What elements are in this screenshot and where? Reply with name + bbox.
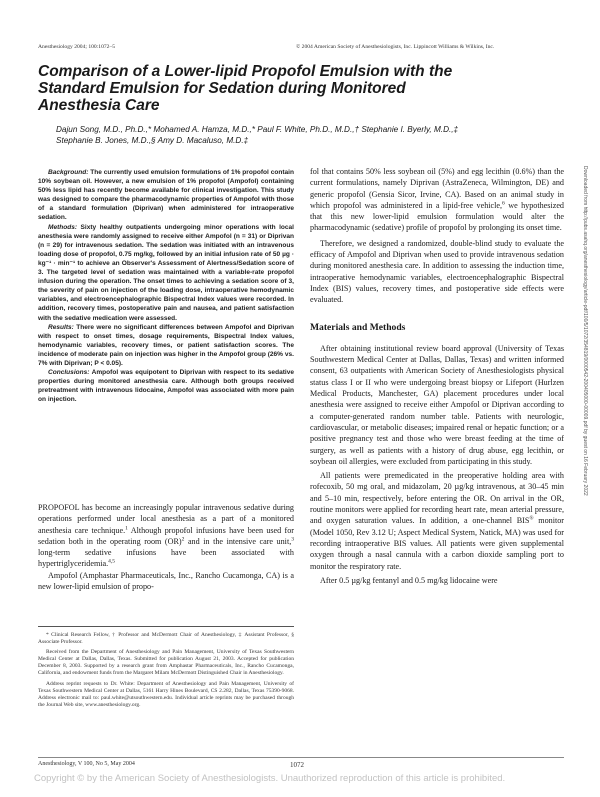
abstract-text: Sixty healthy outpatients undergoing minor operations with local anesthesia were randomly assigned to receive either Ampofol (n = 31) or Diprivan (n = 29) for intravenous sedation. The sedation was initiated with an intravenous loading dose of propofol, 0.75 mg/kg, followed by an initial infusion rate of 50 µg · kg⁻¹ · min⁻¹ to achieve an Observer's Assessment of Alertness/Sedation score of 3. The targeted level of sedation was maintained with a variable-rate propofol infusion during the operation. The onset times to achieving a sedation score of 3, the severity of pain on injection of the loading dose, intraoperative hemodynamic variables, and electroencephalographic Bispectral Index values were recorded. In addition, recovery times, postoperative pain and nausea, and patient satisfaction with the sedative medication were assessed. bbox=[38, 223, 294, 322]
body-paragraph: All patients were premedicated in the preoperative holding area with rofecoxib, 50 mg oral, and midazolam, 20 µg/kg intravenous, at 30–45 min and 5–10 min, respectively, before entering the OR. On arrival in the OR, routine monitors were applied for recording heart rate, mean arterial pressure, and oxygen saturation values. In addition, a one-channel BIS® monitor (Model 1050, Rev 3.12 U; Aspect Medical System, Natick, MA) was used for recording intraoperative BIS values. All patients were given supplemental oxygen through a nasal cannula with a carbon dioxide sampling port to monitor the respiratory rate. bbox=[310, 471, 564, 571]
footnote-address: Address reprint requests to Dr. White: Department of Anesthesiology and Pain Management, University of Texas Southwestern Medical Center at Dallas, 5161 Harry Hines Boulevard, CS 2.282, Dallas, Texas 75390-9068. Address electronic mail to: paul.white@utsouthwestern.edu. Individual article reprints may be purchased through the Journal Web site, www.anesthesiology.org. bbox=[38, 680, 294, 708]
footer-divider bbox=[38, 757, 564, 758]
intro-left-column bbox=[38, 502, 294, 592]
body-paragraph: After 0.5 µg/kg fentanyl and 0.5 mg/kg lidocaine were bbox=[320, 575, 498, 585]
author-line: Dajun Song, M.D., Ph.D.,* Mohamed A. Hamza, M.D.,* Paul F. White, Ph.D., M.D.,† Stephanie I. Byerly, M.D.,‡ bbox=[56, 125, 459, 134]
title-line: Standard Emulsion for Sedation during Monitored bbox=[38, 80, 406, 97]
abstract-background bbox=[38, 168, 294, 223]
abstract-text: There were no significant differences between Ampofol and Diprivan with respect to onset times, dosage requirements, Bispectral Index values, hemodynamic variables, recovery times, or patient satisfaction scores. The incidence of moderate pain on injection was higher in the Ampofol group (26% vs. 7% with Diprivan; P < 0.05). bbox=[38, 323, 294, 367]
footnote-affiliations: * Clinical Research Fellow, † Professor and McDermott Chair of Anesthesiology, ‡ Assistant Professor, § Associate Professor. bbox=[38, 632, 294, 646]
download-note: Downloaded from http://pubs.asahq.org/anesthesiology/article-pdf/100/5/1072/354819/0000542-200405000-00009.pdf by guest on 16 February 2022 bbox=[582, 166, 588, 496]
title-line: Anesthesia Care bbox=[38, 97, 160, 114]
abstract-conclusions bbox=[38, 368, 294, 404]
copyright-notice: © 2004 American Society of Anesthesiologists, Inc. Lippincott Williams & Wilkins, Inc. bbox=[296, 44, 495, 50]
abstract-results bbox=[38, 323, 294, 368]
body-paragraph: Therefore, we designed a randomized, double-blind study to evaluate the efficacy of Ampofol and Diprivan when used to provide intravenous sedation during monitored anesthesia care. In addition to assessing the induction time, intraoperative hemodynamic variables, electroencephalographic Bispectral Index (BIS) values, recovery times, and postoperative side effects were evaluated. bbox=[310, 238, 564, 305]
abstract-label: Results: bbox=[48, 323, 74, 331]
right-column bbox=[310, 166, 564, 586]
body-paragraph: fol that contains 50% less soybean oil (5%) and egg lecithin (0.6%) than the current formulations, namely Diprivan (AstraZeneca, Wilmington, DE) and generic propofol (Gensia Sicor, Irvine, CA). Based on an animal study in which propofol was administered in a lipid-free vehicle,$^6$ we hypothesized that this new lower-lipid emulsion formulation would alter the pharmacodynamic (sedative) profile of propofol by prolonging its onset time. bbox=[310, 167, 564, 233]
article-title bbox=[38, 63, 452, 114]
footnote-divider bbox=[38, 626, 294, 627]
section-heading: Materials and Methods bbox=[310, 321, 406, 333]
abstract-label: Conclusions: bbox=[48, 369, 90, 377]
footnote-received: Received from the Department of Anesthesiology and Pain Management, University of Texas Southwestern Medical Center at Dallas, Dallas, Texas. Submitted for publication August 21, 2003. Accepted for publication December 8, 2003. Supported by a research grant from Amphastar Pharmaceuticals, Inc., Rancho Cucamonga, California, and endowment funds from the Margaret Milam McDermott Distinguished Chair in Anesthesiology. bbox=[38, 649, 294, 677]
abstract-methods bbox=[38, 223, 294, 323]
abstract-text: The currently used emulsion formulations of 1% propofol contain 10% soybean oil. However, a new emulsion of 1% propofol (Ampofol) containing 50% less lipid has recently become available for clinical investigation. This study was designed to compare the pharmacodynamic properties of Ampofol with those of a standard formulation (Diprivan) when administered for intraoperative sedation. bbox=[38, 169, 294, 222]
journal-reference: Anesthesiology 2004; 100:1072–5 bbox=[38, 44, 116, 50]
title-line: Comparison of a Lower-lipid Propofol Emulsion with the bbox=[38, 63, 453, 80]
copyright-watermark: Copyright © by the American Society of Anesthesiologists. Unauthorized reproduction of this article is prohibited. bbox=[34, 773, 506, 784]
author-list bbox=[56, 124, 458, 146]
body-paragraph: After obtaining institutional review board approval (University of Texas Southwestern Medical Center at Dallas, Dallas, Texas) and written informed consent, 63 outpatients with American Society of Anesthesiologists physical status class I or II who were undergoing breast biopsy or Lifeport (Hurlzen Medical Products, Manchester, GA) placement procedures under local anesthesia were assigned to receive either Ampofol or Diprivan according to a computer-generated random number table. Patients with neurologic, cardiovascular, or metabolic diseases; impaired renal or hepatic function; or a positive pregnancy test and those who were breast feeding at the time of surgery, as well as patients with a history of drug abuse, egg lecithin, or soybean oil allergies, were excluded from participating in this study. bbox=[310, 343, 564, 466]
issue-info: Anesthesiology, V 100, No 5, May 2004 bbox=[38, 761, 135, 767]
abstract bbox=[38, 168, 294, 404]
body-paragraph: Ampofol (Amphastar Pharmaceuticals, Inc., Rancho Cucamonga, CA) is a new lower-lipid emulsion of propo- bbox=[38, 570, 294, 592]
author-line: Stephanie B. Jones, M.D.,§ Amy D. Macaluso, M.D.‡ bbox=[56, 136, 249, 145]
page-number: 1072 bbox=[290, 761, 304, 769]
abstract-label: Methods: bbox=[48, 223, 78, 231]
abstract-label: Background: bbox=[48, 169, 89, 176]
body-paragraph: PROPOFOL has become an increasingly popular intravenous sedative during operations performed under local anesthesia as a part of a monitored anesthesia care technique.$^1$ Although propofol infusions have been used for sedation both in the operating room (OR)$^2$ and in the intensive care unit,$^3$ long-term sedative infusions have been associated with hypertriglyceridemia.$^{4,5}$ bbox=[38, 503, 294, 569]
footnotes bbox=[38, 632, 294, 712]
abstract-text: Ampofol was equipotent to Diprivan with respect to its sedative properties during monitored anesthesia care. Although both groups received pretreatment with intravenous lidocaine, Ampofol was associated with more pain on injection. bbox=[38, 369, 294, 404]
